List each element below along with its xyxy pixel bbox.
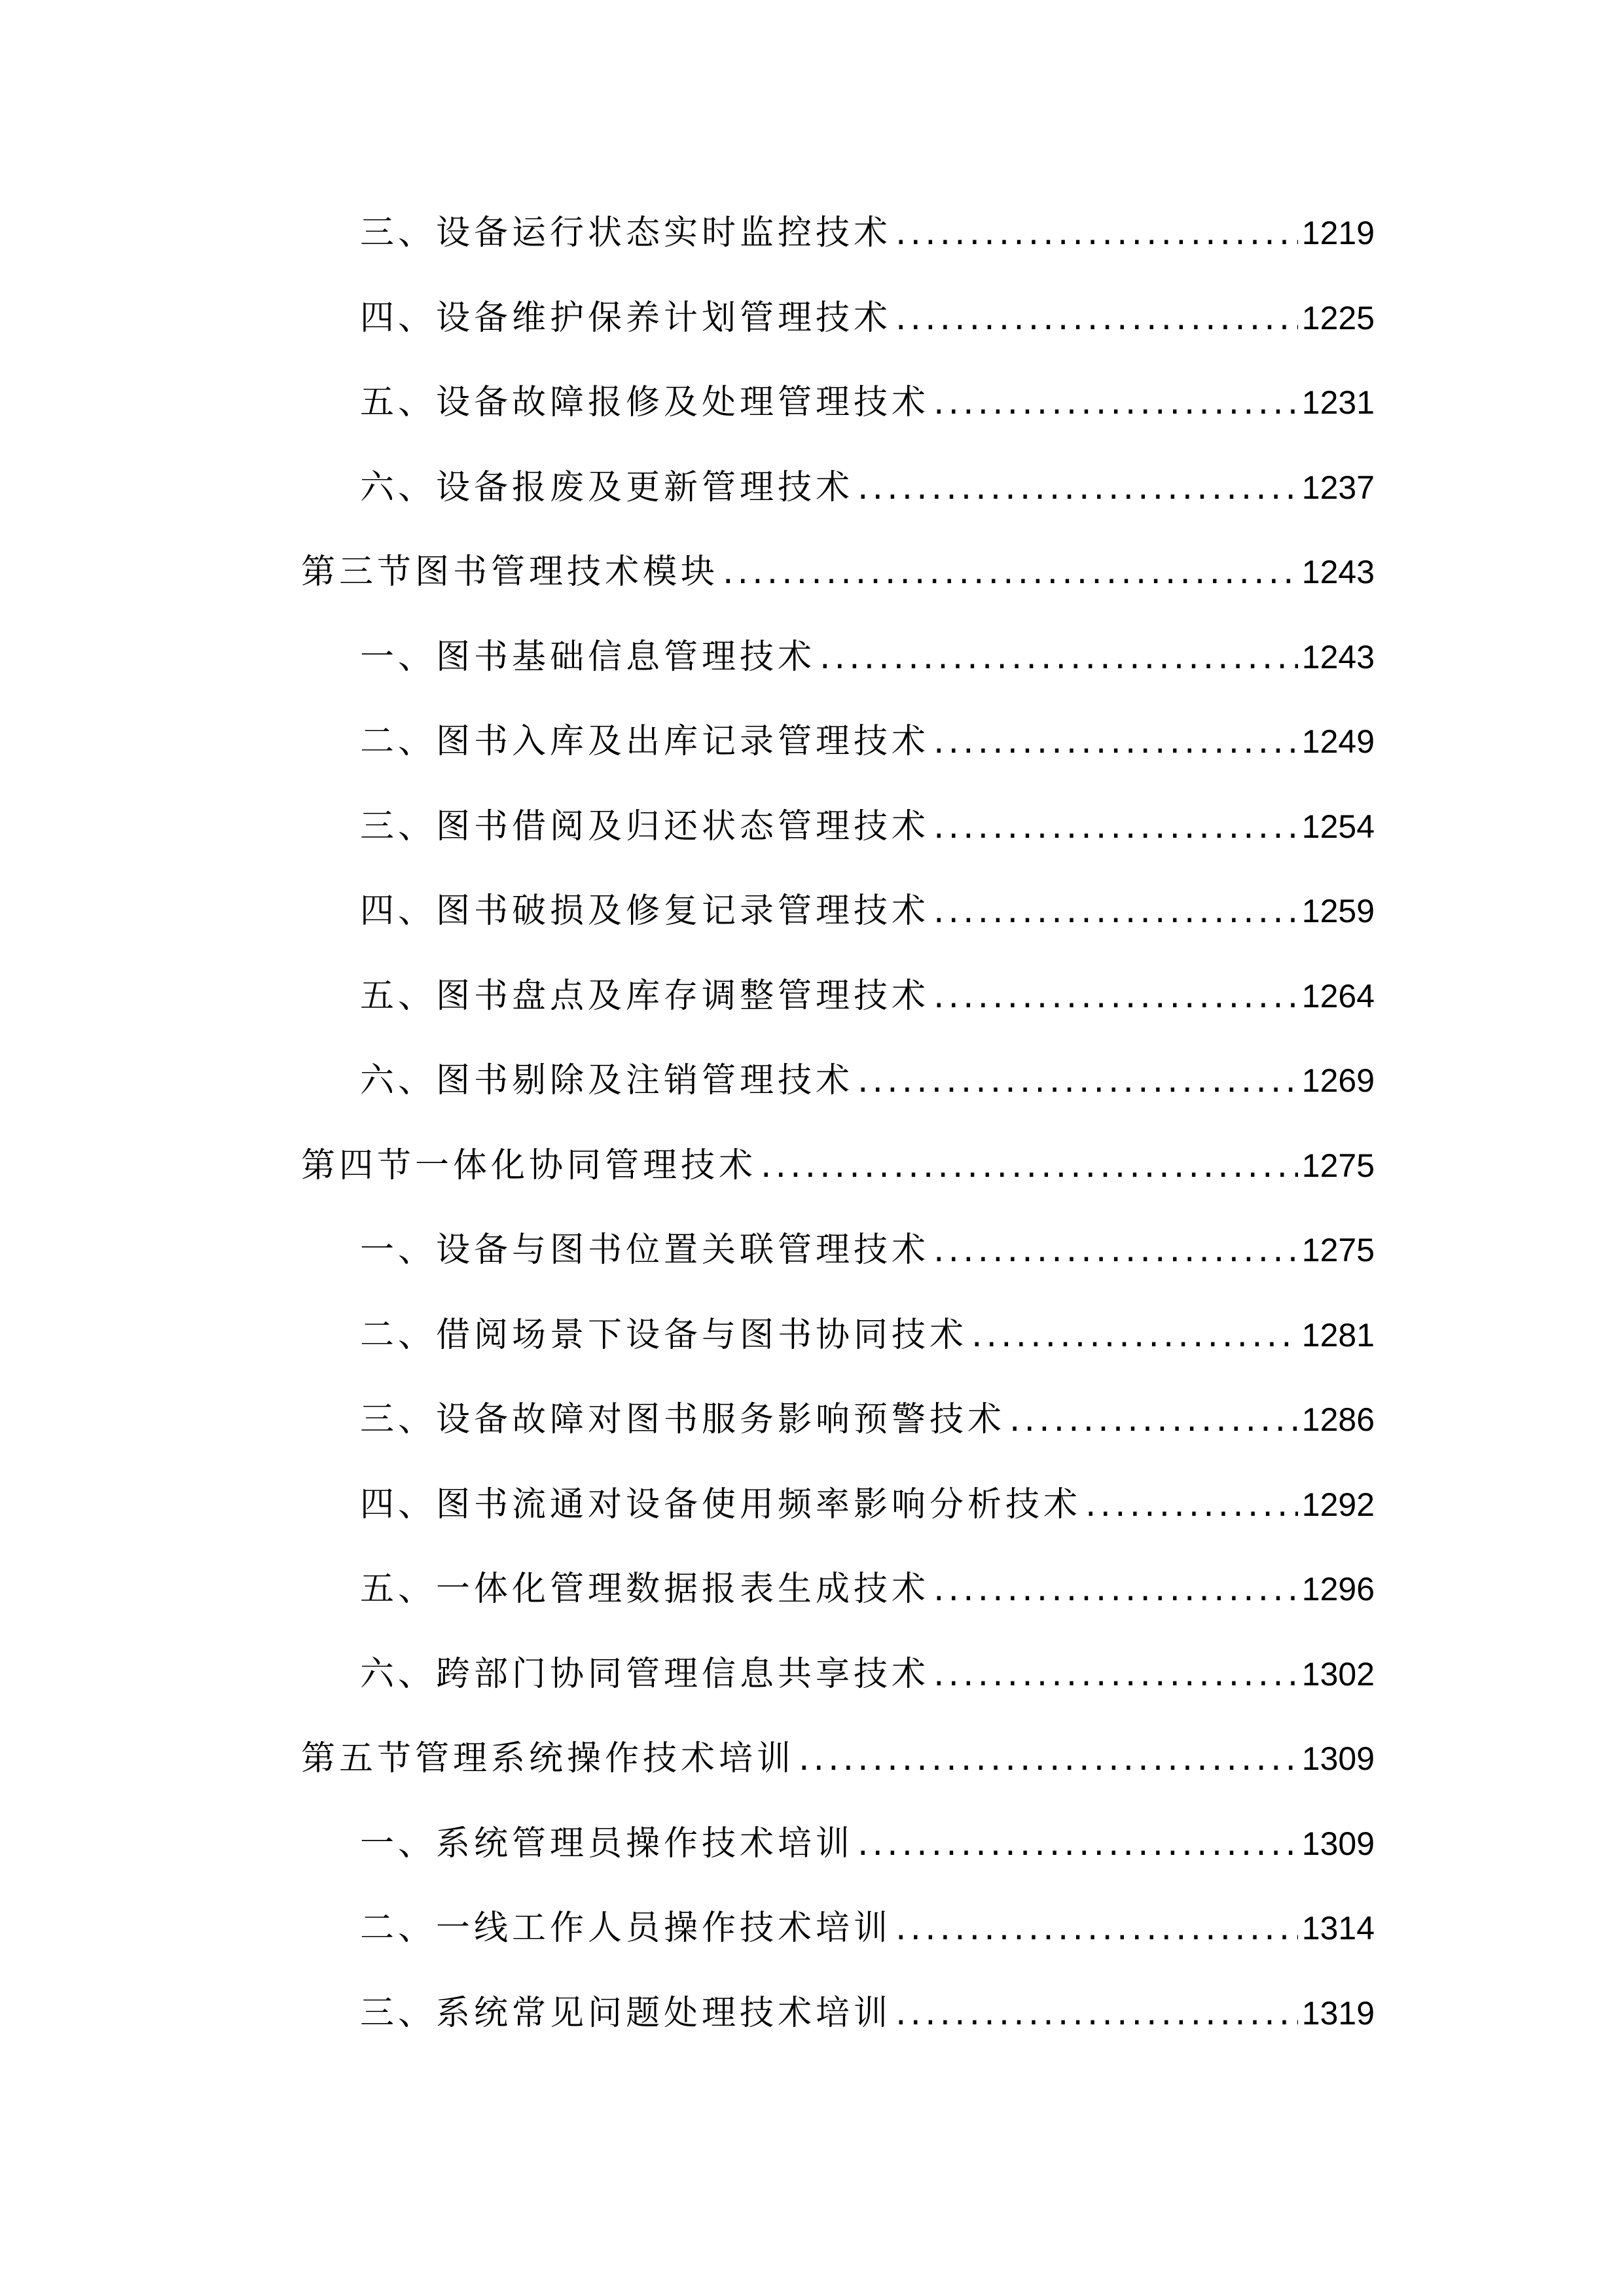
- toc-entry-title: 第四节一体化协同管理技术: [301, 1145, 757, 1185]
- toc-page-number: 1249: [1301, 723, 1375, 760]
- toc-dot-leader: [971, 1318, 1298, 1352]
- toc-entry-title: 第三节图书管理技术模块: [301, 552, 719, 592]
- toc-page-number: 1254: [1301, 808, 1375, 845]
- toc-entry-title: 二、借阅场景下设备与图书协同技术: [360, 1315, 968, 1355]
- toc-dot-leader: [723, 555, 1298, 589]
- toc-dot-leader: [761, 1149, 1298, 1183]
- toc-entry-title: 第五节管理系统操作技术培训: [301, 1739, 795, 1778]
- toc-entry-title: 一、设备与图书位置关联管理技术: [360, 1230, 930, 1270]
- toc-dot-leader: [933, 810, 1298, 844]
- toc-dot-leader: [895, 301, 1298, 335]
- toc-page-number: 1302: [1301, 1655, 1375, 1693]
- toc-entry[interactable]: [301, 722, 1375, 810]
- toc-entry[interactable]: [301, 637, 1375, 725]
- toc-entry[interactable]: [301, 1484, 1375, 1573]
- toc-page-number: 1225: [1301, 299, 1375, 336]
- toc-entry-title: 二、一线工作人员操作技术培训: [360, 1909, 892, 1948]
- toc-entry[interactable]: [301, 1572, 1375, 1657]
- toc-dot-leader: [895, 1996, 1298, 2030]
- toc-entry[interactable]: [301, 383, 1375, 471]
- toc-entry-title: 四、图书破损及修复记录管理技术: [360, 891, 930, 931]
- toc-dot-leader: [857, 1064, 1298, 1098]
- toc-entry-title: 一、系统管理员操作技术培训: [360, 1823, 854, 1863]
- toc-dot-leader: [857, 1827, 1298, 1861]
- toc-dot-leader: [933, 979, 1298, 1013]
- toc-entry-title: 三、设备运行状态实时监控技术: [360, 213, 892, 253]
- toc-entry[interactable]: [301, 891, 1375, 979]
- toc-entry[interactable]: [301, 1911, 1375, 1996]
- toc-entry-title: 三、设备故障对图书服务影响预警技术: [360, 1400, 1006, 1439]
- toc-section-entry[interactable]: [301, 1145, 1375, 1234]
- toc-page-number: 1264: [1301, 977, 1375, 1014]
- toc-page-number: 1269: [1301, 1062, 1375, 1099]
- toc-page-number: 1243: [1301, 554, 1375, 590]
- toc-entry-title: 一、图书基础信息管理技术: [360, 637, 816, 677]
- toc-entry[interactable]: [301, 1315, 1375, 1403]
- toc-dot-leader: [857, 471, 1298, 505]
- toc-entry[interactable]: [301, 1400, 1375, 1488]
- toc-dot-leader: [1085, 1488, 1298, 1522]
- toc-page-number: 1309: [1301, 1825, 1375, 1862]
- toc-entry[interactable]: [301, 1993, 1375, 2081]
- toc-entry-title: 五、图书盘点及库存调整管理技术: [360, 976, 930, 1016]
- toc-entry-title: 三、图书借阅及归还状态管理技术: [360, 806, 930, 846]
- toc-entry[interactable]: [301, 213, 1375, 301]
- toc-entry[interactable]: [301, 1654, 1375, 1742]
- toc-dot-leader: [895, 1911, 1298, 1945]
- toc-entry-title: 四、设备维护保养计划管理技术: [360, 298, 892, 338]
- toc-section-entry[interactable]: [301, 1739, 1375, 1827]
- toc-page-number: 1292: [1301, 1486, 1375, 1523]
- toc-dot-leader: [933, 894, 1298, 928]
- toc-page-number: 1309: [1301, 1740, 1375, 1777]
- toc-page-number: 1259: [1301, 893, 1375, 929]
- toc-entry[interactable]: [301, 806, 1375, 895]
- toc-entry[interactable]: [301, 1823, 1375, 1912]
- toc-page-number: 1275: [1301, 1147, 1375, 1184]
- toc-dot-leader: [1009, 1403, 1298, 1437]
- toc-page-number: 1296: [1301, 1571, 1375, 1607]
- toc-page-number: 1219: [1301, 215, 1375, 251]
- toc-dot-leader: [933, 725, 1298, 759]
- toc-page-number: 1275: [1301, 1232, 1375, 1268]
- toc-entry[interactable]: [301, 1061, 1375, 1149]
- toc-entry[interactable]: [301, 467, 1375, 556]
- toc-entry[interactable]: [301, 298, 1375, 386]
- toc-entry-title: 二、图书入库及出库记录管理技术: [360, 722, 930, 761]
- toc-section-entry[interactable]: [301, 552, 1375, 640]
- toc-entry-title: 五、一体化管理数据报表生成技术: [360, 1570, 930, 1609]
- toc-page-number: 1314: [1301, 1910, 1375, 1946]
- toc-page-number: 1237: [1301, 469, 1375, 506]
- toc-entry-title: 六、设备报废及更新管理技术: [360, 467, 854, 507]
- toc-entry-title: 六、图书剔除及注销管理技术: [360, 1061, 854, 1100]
- toc-dot-leader: [933, 1572, 1298, 1606]
- toc-entry-title: 五、设备故障报修及处理管理技术: [360, 383, 930, 422]
- toc-page-number: 1281: [1301, 1316, 1375, 1354]
- toc-dot-leader: [933, 1657, 1298, 1691]
- toc-dot-leader: [799, 1742, 1298, 1776]
- toc-entry[interactable]: [301, 1230, 1375, 1318]
- toc-dot-leader: [933, 386, 1298, 420]
- toc-page-number: 1286: [1301, 1401, 1375, 1438]
- toc-entry-title: 四、图书流通对设备使用频率影响分析技术: [360, 1484, 1082, 1524]
- toc-entry-title: 六、跨部门协同管理信息共享技术: [360, 1654, 930, 1694]
- toc-dot-leader: [933, 1233, 1298, 1267]
- toc-dot-leader: [820, 640, 1298, 674]
- toc-page-number: 1231: [1301, 384, 1375, 421]
- toc-dot-leader: [895, 216, 1298, 250]
- toc-entry[interactable]: [301, 976, 1375, 1064]
- toc-page-number: 1243: [1301, 638, 1375, 675]
- toc-page-number: 1319: [1301, 1994, 1375, 2032]
- toc-entry-title: 三、系统常见问题处理技术培训: [360, 1993, 892, 2033]
- table-of-contents: [301, 213, 1375, 2081]
